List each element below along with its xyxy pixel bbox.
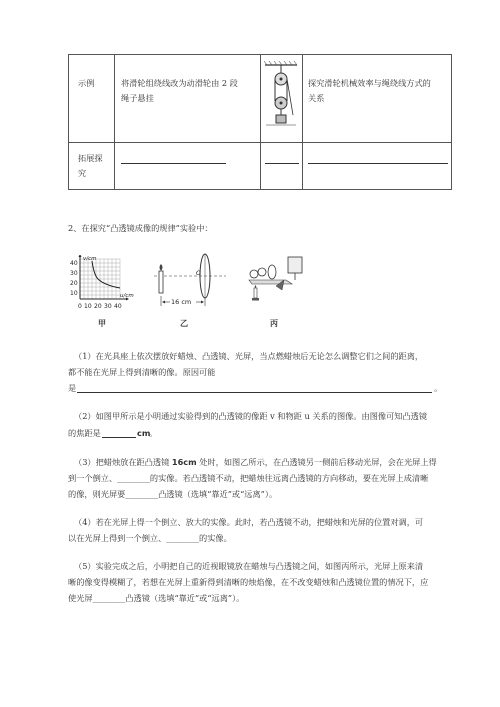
q1-line1: （1）在光具座上依次摆放好蜡烛、凸透镜、光屏，当点燃蜡烛后无论怎么调整它们之间的距离， (74, 351, 424, 361)
jia-ytick: 10 (70, 290, 78, 297)
figure-bing-setup (246, 252, 306, 312)
figure-yi-lens (150, 252, 230, 312)
jia-xtick: 40 (114, 303, 122, 310)
figure-yi-label: 乙 (180, 319, 188, 328)
row1-label: 示例 (78, 78, 95, 88)
jia-xtick: 10 (84, 303, 92, 310)
q3-line1-c: 处时，如图乙所示，在凸透镜另一侧前后移动光屏，会在光屏上得 (196, 457, 437, 467)
row1-result-line2: 关系 (308, 93, 325, 103)
jia-ytick: 40 (70, 260, 78, 267)
q2-line2-end: 。 (149, 428, 158, 438)
q1-line3-start: 是 (68, 383, 77, 393)
yi-distance-label: 16 cm (171, 298, 192, 306)
table-col-divider (114, 55, 115, 189)
q1-line2: 都不能在光屏上得到清晰的像。原因可能 (68, 367, 216, 377)
jia-xtick: 0 (78, 303, 82, 310)
q1-answer-blank[interactable] (77, 392, 432, 393)
row1-desc-line2: 绳子悬挂 (121, 93, 154, 103)
row2-desc-blank[interactable] (121, 163, 226, 164)
figure-jia-label: 甲 (98, 319, 106, 328)
q3-line1-a: （3）把蜡烛放在距凸透镜 (74, 457, 172, 467)
jia-ylabel: v/cm (83, 256, 97, 262)
q3-line1 (74, 456, 437, 468)
experiment-table (68, 54, 452, 190)
jia-xtick: 30 (104, 303, 112, 310)
jia-ytick: 20 (70, 280, 78, 287)
q5-line1: （5）实验完成之后，小明把自己的近视眼镜放在蜡烛与凸透镜之间，如图丙所示，光屏上原来清 (74, 561, 424, 571)
q5-line2: 晰的像变得模糊了，若想在光屏上重新得到清晰的烛焰像，在不改变蜡烛和凸透镜位置的情况下，应 (68, 577, 429, 587)
question-intro: 2、在探究“凸透镜成像的规律”实验中： (68, 223, 213, 233)
row1-desc-line1: 将滑轮组绕线改为动滑轮由 2 段 (121, 78, 238, 88)
q3-line1-b: 16cm (171, 457, 197, 467)
q2-focal-length-blank[interactable] (102, 437, 136, 438)
q2-unit: cm (137, 428, 151, 438)
jia-ytick: 30 (70, 270, 78, 277)
figure-jia-graph (70, 255, 162, 317)
jia-xtick: 20 (94, 303, 102, 310)
q4-line2: 以在光屏上得到一个倒立、________的实像。 (68, 533, 232, 543)
row2-result-blank[interactable] (308, 163, 448, 164)
table-col-divider (260, 55, 261, 189)
row2-label-line1: 拓展探 (78, 153, 103, 163)
movable-pulley-figure (263, 59, 299, 137)
q5-line3: 使光屏________凸透镜（选填“靠近”或“远离”）。 (68, 593, 245, 603)
table-row-divider (69, 142, 451, 143)
table-col-divider (302, 55, 303, 189)
jia-xlabel: u/cm (120, 293, 134, 299)
q2-line1: （2）如图甲所示是小明通过实验得到的凸透镜的像距 v 和物距 u 关系的图像。由图像可知凸透镜 (74, 411, 428, 421)
row2-label-line2: 究 (78, 168, 87, 178)
yi-o-label: O (196, 270, 201, 277)
q3-line2: 到一个倒立、________的实像。若凸透镜不动，把蜡烛往远离凸透镜的方向移动，要在光屏上成清晰 (68, 473, 429, 483)
q1-line3-end: 。 (434, 383, 443, 393)
figure-bing-label: 丙 (270, 319, 278, 328)
q2-line2-start: 的焦距是 (68, 428, 101, 438)
row2-figure-blank[interactable] (265, 163, 299, 164)
row1-result-line1: 探究滑轮机械效率与绳绕线方式的 (308, 78, 431, 88)
q3-line3: 的像，则光屏要________凸透镜（选填“靠近”或“远离”）。 (68, 489, 278, 499)
q4-line1: （4）若在光屏上得一个倒立、放大的实像。此时，若凸透镜不动，把蜡烛和光屏的位置对调，可 (74, 517, 424, 527)
